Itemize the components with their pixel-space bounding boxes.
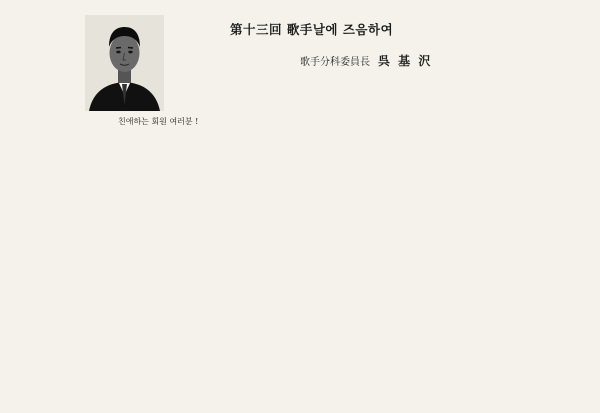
article-body bbox=[86, 130, 506, 400]
author-portrait-photo bbox=[85, 15, 164, 111]
salutation: 친애하는 회원 여러분 ! bbox=[118, 117, 199, 126]
author-line bbox=[300, 52, 540, 69]
author-name: 呉 基 沢 bbox=[378, 54, 433, 68]
portrait-illustration bbox=[85, 15, 164, 111]
article-title: 第十三回 歌手날에 즈음하여 bbox=[230, 22, 394, 37]
author-role: 歌手分科委員長 bbox=[300, 57, 370, 68]
